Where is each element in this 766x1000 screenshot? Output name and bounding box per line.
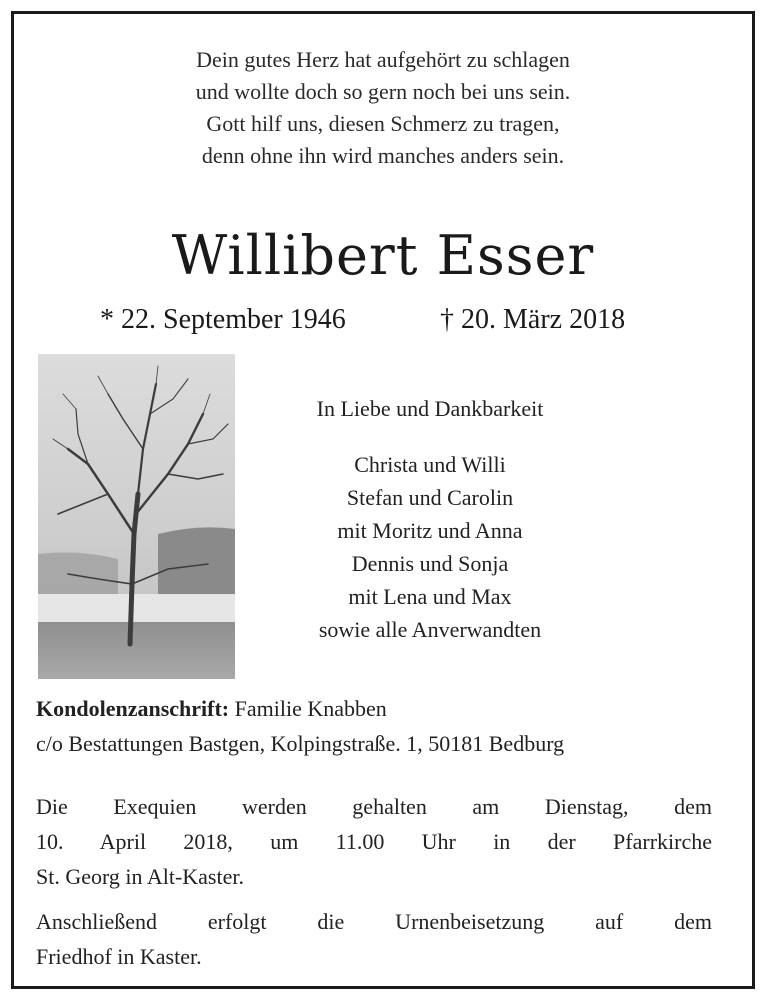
deceased-name: Willibert Esser [171,224,595,287]
poem-line: Gott hilf uns, diesen Schmerz zu tragen, [206,111,560,136]
condolence-address [36,691,564,761]
service-line: Die Exequien werden gehalten am Dienstag, dem [36,794,712,819]
family-member: Dennis und Sonja [351,551,509,576]
dedication: In Liebe und Dankbarkeit [316,396,544,421]
tree-photo [38,354,235,679]
poem [0,44,766,172]
service-paragraph [36,789,712,894]
poem-line: Dein gutes Herz hat aufgehört zu schlagen [196,47,570,72]
mourners-block [300,396,560,646]
family-member: Stefan und Carolin [346,485,514,510]
service-line: 10. April 2018, um 11.00 Uhr in der Pfarrkirche [36,829,712,854]
death-date: † 20. März 2018 [440,304,626,335]
family-member: Christa und Willi [354,452,506,477]
condolence-label: Kondolenzanschrift: [36,696,230,721]
family-member: sowie alle Anverwandten [318,617,542,642]
family-member: mit Moritz und Anna [337,518,523,543]
condolence-street: c/o Bestattungen Bastgen, Kolpingstraße. 1, 50181 Bedburg [36,731,565,756]
family-list [300,448,560,646]
condolence-recipient: Familie Knabben [229,696,387,721]
birth-date: * 22. September 1946 [100,304,346,335]
burial-line: Friedhof in Kaster. [36,944,202,969]
service-line: St. Georg in Alt-Kaster. [36,864,244,889]
poem-line: denn ohne ihn wird manches anders sein. [201,143,565,168]
family-member: mit Lena und Max [348,584,512,609]
poem-line: und wollte doch so gern noch bei uns sein. [195,79,571,104]
burial-paragraph [36,904,712,974]
burial-line: Anschließend erfolgt die Urnenbeisetzung auf dem [36,909,712,934]
